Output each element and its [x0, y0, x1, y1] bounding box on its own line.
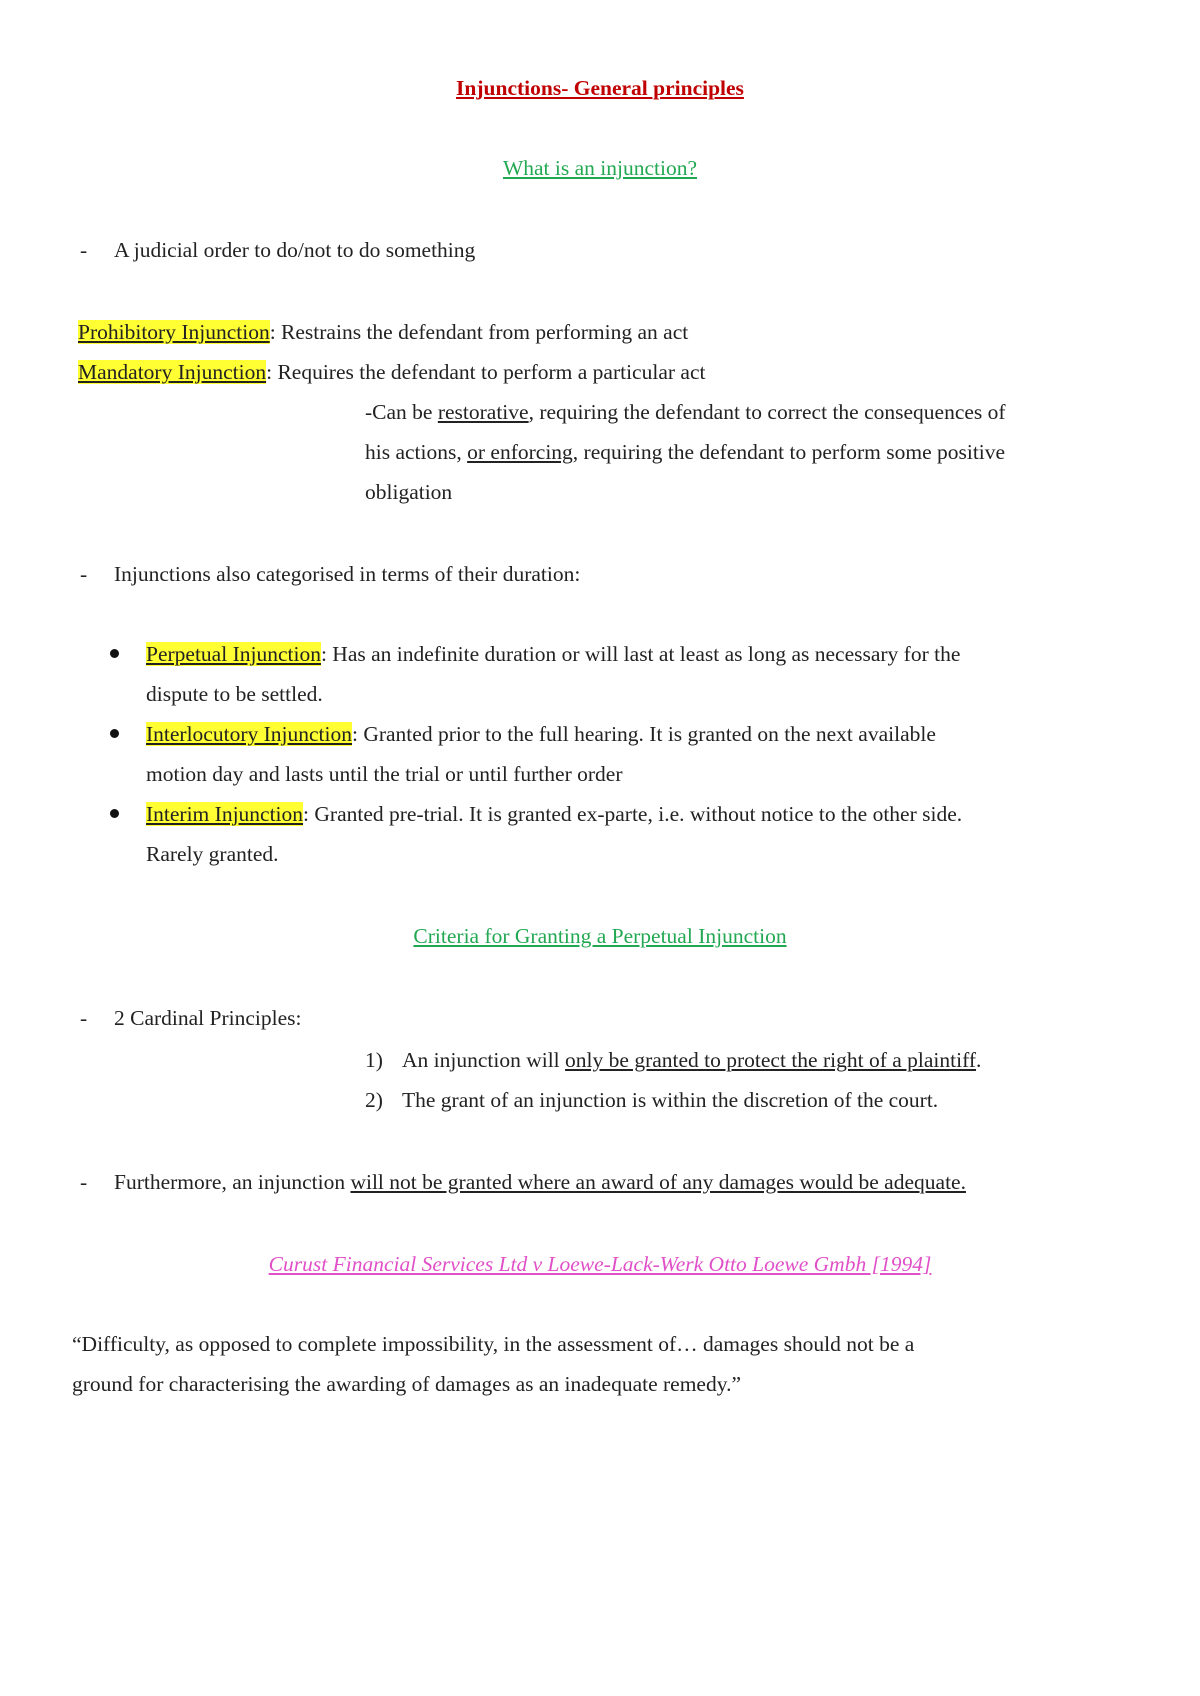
duration-item-interlocutory-cont: motion day and lasts until the trial or until further order: [146, 762, 623, 786]
section-heading-what-is: What is an injunction?: [502, 156, 698, 180]
prohibitory-term: Prohibitory Injunction: [78, 320, 270, 344]
bullet-icon: [110, 729, 119, 738]
principle-item-2: The grant of an injunction is within the discretion of the court.: [402, 1088, 939, 1112]
cardinal-intro: 2 Cardinal Principles:: [114, 1006, 302, 1030]
principle-number: 1): [365, 1048, 383, 1072]
mandatory-definition: [78, 358, 705, 386]
duration-item-interlocutory: Interlocutory Injunction: Granted prior to the full hearing. It is granted on the next available: [146, 722, 936, 746]
prohibitory-definition: [78, 318, 688, 346]
mandatory-note-line3: obligation: [365, 480, 453, 504]
enforcing-term: or enforcing: [467, 440, 573, 464]
restorative-term: restorative: [437, 400, 529, 424]
definition-text: A judicial order to do/not to do something: [114, 238, 476, 262]
damages-rule: Furthermore, an injunction will not be granted where an award of any damages would be adequate.: [114, 1170, 966, 1194]
list-dash: -: [80, 562, 88, 586]
case-quote-line2: ground for characterising the awarding of damages as an inadequate remedy.”: [72, 1372, 741, 1396]
mandatory-note-line1: -Can be restorative, requiring the defendant to correct the consequences of: [365, 400, 1006, 424]
mandatory-note-line2: his actions, or enforcing, requiring the defendant to perform some positive: [365, 440, 1006, 464]
section-heading-criteria: Criteria for Granting a Perpetual Injunction: [413, 924, 787, 948]
duration-item-perpetual-cont: dispute to be settled.: [146, 682, 323, 706]
bullet-icon: [110, 649, 119, 658]
list-dash: -: [80, 238, 88, 262]
list-dash: -: [80, 1170, 88, 1194]
duration-intro: Injunctions also categorised in terms of their duration:: [114, 562, 581, 586]
list-dash: -: [80, 1006, 88, 1030]
principle-item-1: An injunction will only be granted to protect the right of a plaintiff.: [402, 1048, 982, 1072]
case-quote-line1: “Difficulty, as opposed to complete impossibility, in the assessment of… damages should not be a: [72, 1332, 915, 1356]
principle-number: 2): [365, 1088, 383, 1112]
duration-item-interim-cont: Rarely granted.: [146, 842, 279, 866]
bullet-icon: [110, 809, 119, 818]
case-citation: Curust Financial Services Ltd v Loewe-Lack-Werk Otto Loewe Gmbh [1994]: [268, 1252, 932, 1276]
prohibitory-desc: : Restrains the defendant from performing an act: [269, 320, 689, 344]
duration-item-perpetual: Perpetual Injunction: Has an indefinite duration or will last at least as long as necessary for the: [146, 642, 961, 666]
mandatory-term: Mandatory Injunction: [78, 360, 267, 384]
duration-item-interim: Interim Injunction: Granted pre-trial. It is granted ex-parte, i.e. without notice to the other side.: [146, 802, 963, 826]
document-title: Injunctions- General principles: [456, 76, 744, 100]
mandatory-desc: : Requires the defendant to perform a particular act: [266, 360, 706, 384]
